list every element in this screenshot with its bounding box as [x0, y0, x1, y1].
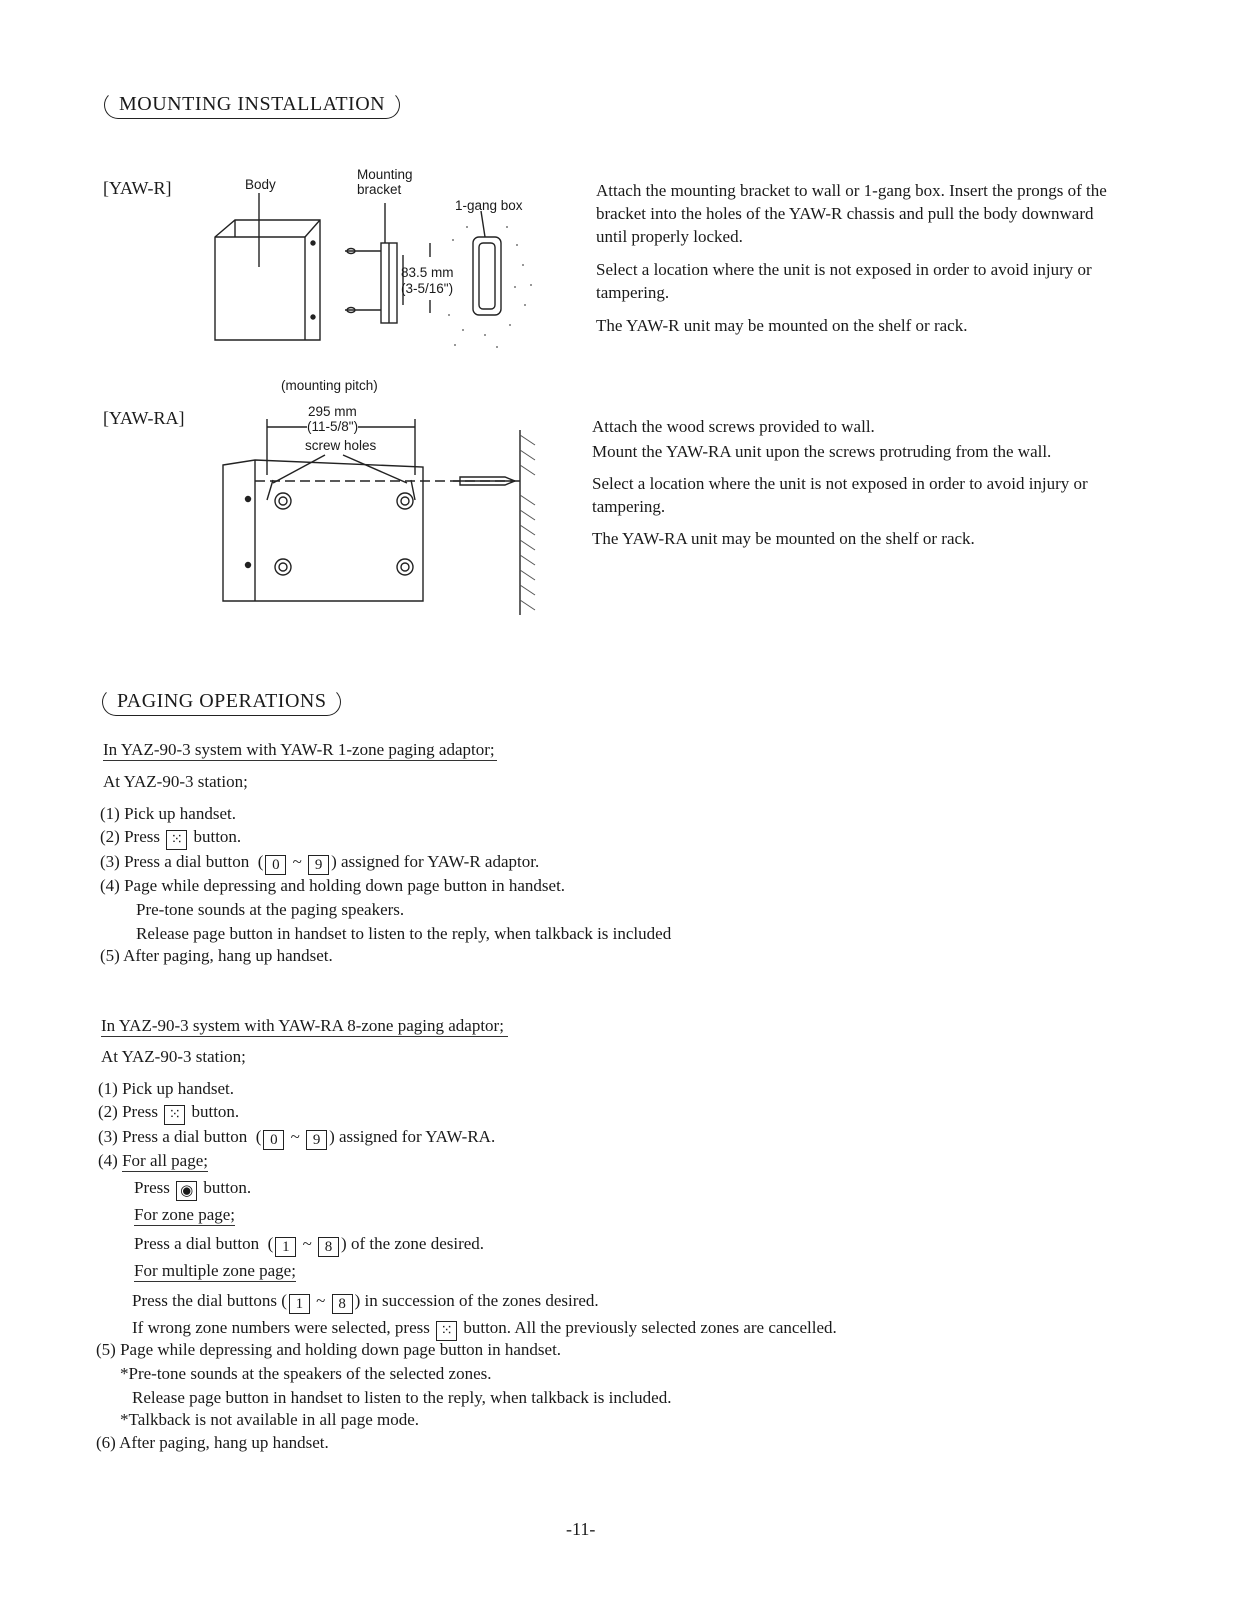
tilde: ~ [290, 1127, 300, 1146]
key-1: 1 [275, 1237, 296, 1257]
sys2-step-2-text-b: button. [191, 1102, 240, 1121]
sys1-step-1 [100, 802, 236, 826]
sys1-step-1-text: Pick up handset. [124, 804, 236, 823]
sys2-step-3-num: (3) [98, 1127, 118, 1146]
sys2-step-5-text: Page while depressing and holding down page button in handset. [120, 1340, 562, 1359]
sys2-step-6 [96, 1431, 329, 1455]
sys2-step-4-num: (4) [98, 1151, 118, 1170]
sys2-step-5-line-3: Release page button in handset to listen to the reply, when talkback is included. [132, 1388, 672, 1407]
key-9: 9 [308, 855, 329, 875]
sys2-multi-page-heading [134, 1259, 296, 1283]
sys1-step-3 [100, 850, 539, 875]
paren-close: ) [331, 852, 337, 871]
yaw-ra-paragraph-1: Attach the wood screws provided to wall. [592, 417, 875, 436]
paren-open: ( [267, 1234, 274, 1253]
sys2-step-2-text-a: Press [122, 1102, 158, 1121]
sys2-all-page-heading: For all page; [122, 1151, 208, 1170]
sys2-step-5-line-2: *Pre-tone sounds at the speakers of the selected zones. [120, 1364, 492, 1383]
yaw-ra-dimension-mm: 295 mm [308, 404, 357, 419]
sys2-heading [101, 1014, 508, 1038]
sys2-zone-page-text-a: Press a dial button [134, 1234, 260, 1253]
sys2-step-3-text-a: Press a dial button [122, 1127, 248, 1146]
paren-close: ) [329, 1127, 335, 1146]
sys1-step-2-num: (2) [100, 827, 120, 846]
yaw-ra-instructions [592, 415, 1120, 550]
sys2-step-1-text: Pick up handset. [122, 1079, 234, 1098]
sys1-heading-text: In YAZ-90-3 system with YAW-R 1-zone paging adaptor; [103, 740, 495, 759]
sys2-step-4 [98, 1149, 208, 1173]
yaw-ra-diagram [215, 375, 555, 625]
sys2-all-page [134, 1176, 251, 1201]
sys2-heading-text: In YAZ-90-3 system with YAW-RA 8-zone paging adaptor; [101, 1016, 508, 1037]
dots-button-icon: ⁙ [164, 1105, 185, 1125]
sys2-step-1 [98, 1077, 234, 1101]
yaw-ra-paragraph-2: Mount the YAW-RA unit upon the screws protruding from the wall. [592, 442, 1052, 461]
sys2-multi-page [132, 1289, 599, 1314]
sys1-step-5-text: After paging, hang up handset. [123, 946, 333, 965]
paren-open: ( [257, 852, 264, 871]
sys1-step-1-num: (1) [100, 804, 120, 823]
sys2-zone-page-heading-text: For zone page; [134, 1205, 236, 1224]
sys2-zone-page-heading [134, 1203, 235, 1227]
yaw-r-instructions [596, 179, 1120, 337]
yaw-r-body-label: Body [245, 177, 276, 192]
sys2-zone-page [134, 1232, 484, 1257]
sys1-step-4-line-3: Release page button in handset to listen to the reply, when talkback is included [136, 924, 672, 943]
yaw-r-dimension-mm: 83.5 mm [401, 265, 454, 280]
yaw-ra-screw-holes-label: screw holes [305, 438, 377, 453]
yaw-r-diagram [205, 165, 545, 360]
sys2-wrong-zone-text-b: button. All the previously selected zones are cancelled. [463, 1318, 837, 1337]
sys1-heading [103, 738, 497, 762]
mounting-section-title: MOUNTING INSTALLATION [104, 91, 400, 119]
sys1-station: At YAZ-90-3 station; [103, 772, 248, 791]
yaw-r-bracket-label-1: Mounting [357, 167, 413, 182]
sys2-step-3-text-b: assigned for YAW-RA. [339, 1127, 496, 1146]
yaw-r-paragraph-1: Attach the mounting bracket to wall or 1-gang box. Insert the prongs of the bracket into the holes of the YAW-R chassis and pull the body downward until properly locked. [596, 181, 1107, 246]
sys1-step-2-text-a: Press [124, 827, 160, 846]
key-8: 8 [318, 1237, 339, 1257]
yaw-ra-paragraph-4: The YAW-RA unit may be mounted on the shelf or rack. [592, 529, 975, 548]
paren-open: ( [255, 1127, 262, 1146]
yaw-r-paragraph-2: Select a location where the unit is not exposed in order to avoid injury or tampering. [596, 260, 1092, 302]
sys1-step-2-text-b: button. [193, 827, 242, 846]
sys2-wrong-zone-text-a: If wrong zone numbers were selected, press [132, 1318, 430, 1337]
sys2-station: At YAZ-90-3 station; [101, 1047, 246, 1066]
key-9: 9 [306, 1130, 327, 1150]
sys2-all-page-text-b: button. [203, 1178, 252, 1197]
key-1: 1 [289, 1294, 310, 1314]
sys2-step-5 [96, 1338, 561, 1362]
tilde: ~ [316, 1291, 326, 1310]
sys2-multi-page-heading-text: For multiple zone page; [134, 1261, 296, 1280]
page-number: -11- [566, 1519, 596, 1539]
sys2-step-3 [98, 1125, 495, 1150]
sys2-zone-page-text-b: of the zone desired. [350, 1234, 485, 1253]
sys2-multi-page-text-a: Press the dial buttons [132, 1291, 277, 1310]
sys1-step-3-text-b: assigned for YAW-R adaptor. [341, 852, 540, 871]
yaw-r-label: [YAW-R] [103, 178, 172, 198]
yaw-ra-label: [YAW-RA] [103, 408, 185, 428]
yaw-r-gang-box-label: 1-gang box [455, 198, 523, 213]
sys2-step-1-num: (1) [98, 1079, 118, 1098]
paren-open: ( [281, 1291, 287, 1310]
yaw-ra-paragraph-3: Select a location where the unit is not exposed in order to avoid injury or tampering. [592, 474, 1088, 516]
yaw-ra-pitch-label: (mounting pitch) [281, 378, 378, 393]
sys1-step-4-text: Page while depressing and holding down page button in handset. [124, 876, 566, 895]
paren-close: ) [341, 1234, 347, 1253]
sys1-step-5-num: (5) [100, 946, 120, 965]
sys1-step-4 [100, 874, 565, 898]
yaw-r-paragraph-3: The YAW-R unit may be mounted on the shelf or rack. [596, 316, 968, 335]
sys2-step-6-text: After paging, hang up handset. [119, 1433, 329, 1452]
sys2-step-5-line-4: *Talkback is not available in all page mode. [120, 1410, 420, 1429]
sys2-multi-page-text-b: in succession of the zones desired. [364, 1291, 599, 1310]
yaw-r-dimension-in: (3-5/16") [401, 281, 454, 296]
sys2-all-page-text-a: Press [134, 1178, 170, 1197]
sys1-step-3-num: (3) [100, 852, 120, 871]
tilde: ~ [302, 1234, 312, 1253]
sys2-step-6-num: (6) [96, 1433, 116, 1452]
sys1-step-2 [100, 825, 241, 850]
all-page-button-icon: ◉ [176, 1181, 197, 1201]
key-0: 0 [265, 855, 286, 875]
dots-button-icon: ⁙ [436, 1321, 457, 1341]
paren-close: ) [354, 1291, 361, 1310]
sys1-step-4-line-2: Pre-tone sounds at the paging speakers. [136, 900, 405, 919]
dots-button-icon: ⁙ [166, 830, 187, 850]
sys1-step-5 [100, 944, 333, 968]
sys2-step-2 [98, 1100, 239, 1125]
sys2-step-2-num: (2) [98, 1102, 118, 1121]
key-0: 0 [263, 1130, 284, 1150]
yaw-ra-diagram-svg [215, 375, 555, 625]
paging-section-title: PAGING OPERATIONS [102, 688, 341, 716]
key-8: 8 [332, 1294, 353, 1314]
tilde: ~ [292, 852, 302, 871]
sys2-step-5-num: (5) [96, 1340, 116, 1359]
yaw-ra-dimension-in: (11-5/8") [307, 419, 359, 434]
sys1-step-4-num: (4) [100, 876, 120, 895]
yaw-r-bracket-label-2: bracket [357, 182, 402, 197]
sys1-step-3-text-a: Press a dial button [124, 852, 250, 871]
